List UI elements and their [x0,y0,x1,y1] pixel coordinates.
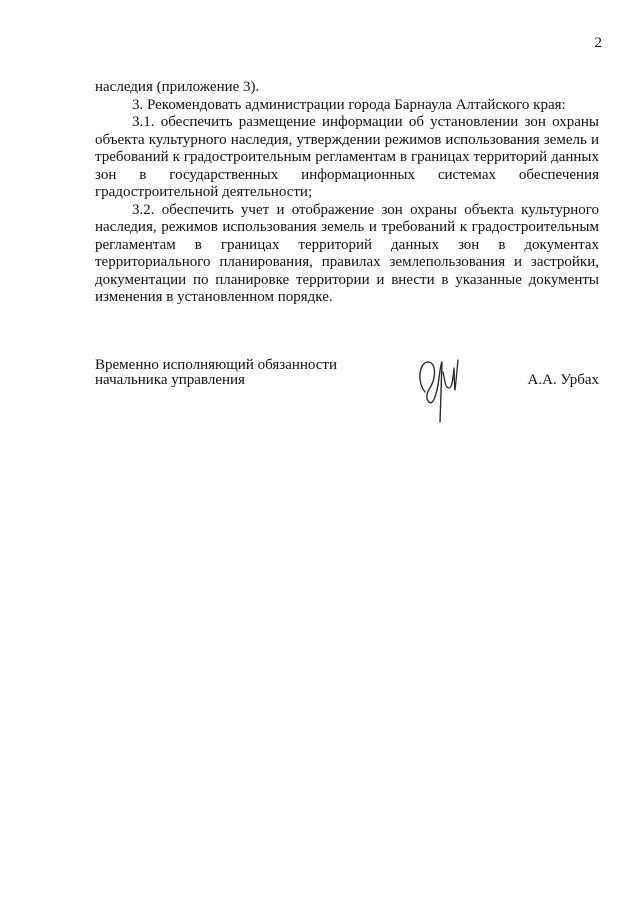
signer-name: А.А. Урбах [527,372,599,388]
signer-position-line-1: Временно исполняющий обязанности [95,357,338,373]
signer-position [95,358,355,388]
signature-block [95,358,599,428]
paragraph-continuation: наследия (приложение 3). [95,79,260,95]
paragraph-item-3-1: 3.1. обеспечить размещение информации об установлении зон охраны объекта культурного наследия, утверждении режимов использования земель и требований к градостроительным регламентам в границах территорий данных зон в государственных информационных системах обеспечения градостроительной деятельности; [95,114,599,200]
handwritten-signature [415,352,460,424]
body-text [95,79,599,307]
paragraph-item-3: 3. Рекомендовать администрации города Барнаула Алтайского края: [132,96,566,113]
signer-position-line-2: начальника управления [95,372,245,388]
paragraph-item-3-2: 3.2. обеспечить учет и отображение зон охраны объекта культурного наследия, режимов использования земель и требований к градостроительным регламентам в границах территорий данных зон в документах территориального планирования, правилах землепользования и застройки, документации по планировке территории и внести в указанные документы изменения в установленном порядке. [95,201,599,305]
page-number: 2 [594,35,602,51]
